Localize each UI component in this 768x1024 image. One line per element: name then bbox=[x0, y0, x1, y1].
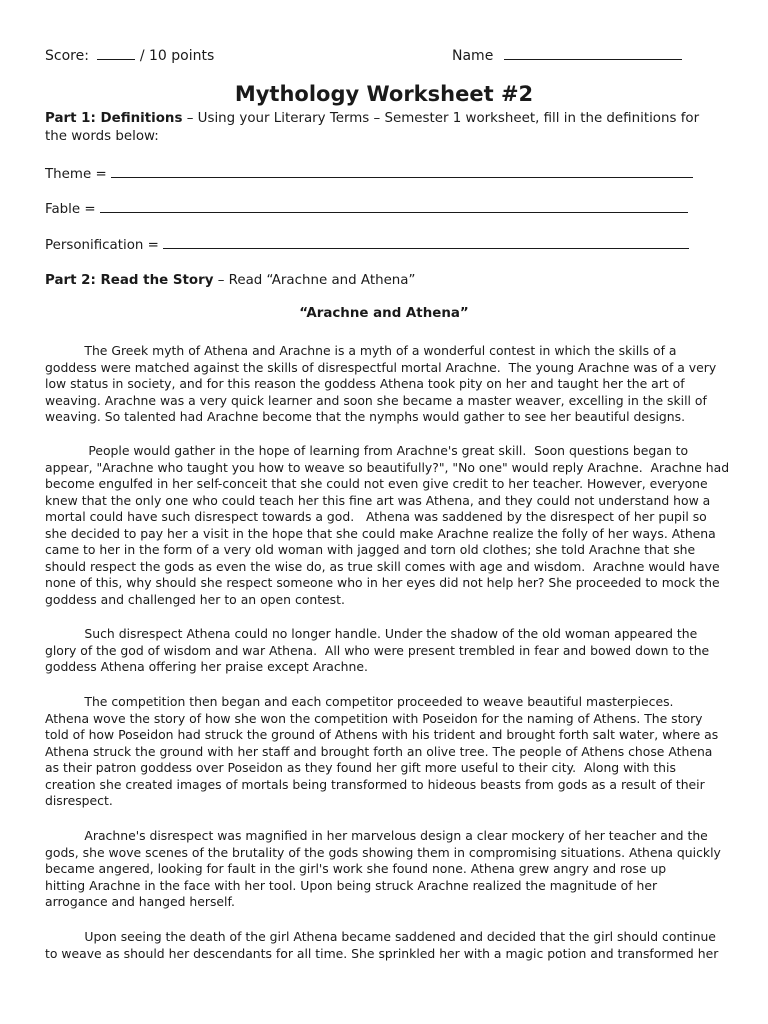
part1-instruction bbox=[45, 110, 699, 128]
paragraph-line: should respect the gods as even the wise do, as true skill comes with age and wisdom. Arachne would have bbox=[45, 558, 720, 574]
score-suffix: / 10 points bbox=[139, 48, 215, 64]
paragraph-line: People would gather in the hope of learning from Arachne's great skill. Soon questions began to bbox=[45, 443, 689, 458]
story-title: “Arachne and Athena” bbox=[299, 306, 469, 321]
story-paragraph-5 bbox=[45, 828, 725, 911]
score-label: Score: bbox=[45, 48, 89, 64]
paragraph-line: Such disrespect Athena could no longer handle. Under the shadow of the old woman appeared the bbox=[45, 626, 698, 641]
theme-answer-line[interactable] bbox=[111, 165, 693, 178]
paragraph-line: came to her in the form of a very old woman with jagged and torn old clothes; she told Arachne that she bbox=[45, 542, 696, 557]
paragraph-line: hitting Arachne in the face with her tool. Upon being struck Arachne realized the magnitude of her bbox=[45, 877, 658, 893]
part2-instruction-text: – Read “Arachne and Athena” bbox=[213, 273, 416, 288]
paragraph-line: weaving. So talented had Arachne become that the nymphs would gather to see her beautiful designs. bbox=[45, 409, 686, 424]
paragraph-line: gods, she wove scenes of the brutality of the gods showing them in compromising situations. Athena quickly bbox=[45, 844, 721, 860]
part1-instruction-line2: the words below: bbox=[45, 129, 159, 144]
part2-label: Part 2 bbox=[45, 273, 91, 288]
paragraph-line: The Greek myth of Athena and Arachne is a myth of a wonderful contest in which the skills of a bbox=[45, 343, 677, 358]
definition-row-theme bbox=[45, 165, 693, 182]
paragraph-line: goddess and challenged her to an open contest. bbox=[45, 591, 345, 607]
definition-term: Personification = bbox=[45, 238, 159, 253]
definition-row-fable bbox=[45, 200, 688, 217]
paragraph-line: Athena struck the ground with her staff and brought forth an olive tree. The people of Athens chose Athena bbox=[45, 743, 713, 759]
part1-heading: : Definitions bbox=[90, 111, 183, 126]
paragraph-line: appear, "Arachne who taught you how to weave so beautifully?", "No one" would reply Arachne. Arachne had bbox=[45, 459, 730, 475]
paragraph-line: arrogance and hanged herself. bbox=[45, 894, 235, 909]
page-title: Mythology Worksheet #2 bbox=[234, 82, 534, 106]
part2-instruction bbox=[45, 272, 415, 290]
paragraph-line: told of how Poseidon had struck the ground of Athens with his trident and brought forth salt water, where as bbox=[45, 727, 719, 742]
name-label: Name bbox=[452, 48, 494, 64]
paragraph-line: glory of the god of wisdom and war Athena. All who were present trembled in fear and bowed down to the bbox=[45, 642, 710, 658]
name-blank[interactable] bbox=[504, 47, 682, 60]
paragraph-line: none of this, why should she respect someone who in her eyes did not help her? She proceeded to mock the bbox=[45, 575, 720, 590]
paragraph-line: she decided to pay her a visit in the hope that she could make Arachne realize the folly of her ways. Athena bbox=[45, 525, 716, 541]
name-field bbox=[452, 47, 682, 64]
paragraph-line: Arachne's disrespect was magnified in her marvelous design a clear mockery of her teacher and the bbox=[45, 828, 708, 843]
definition-row-personification bbox=[45, 236, 689, 253]
paragraph-line: creation she created images of mortals being transformed to hideous beasts from gods as a result of their bbox=[45, 776, 705, 792]
paragraph-line: become engulfed in her self-conceit that she could not even give credit to her teacher. However, everyone bbox=[45, 476, 708, 491]
part1-label: Part 1 bbox=[45, 111, 91, 126]
paragraph-line: to weave as should her descendants for all time. She sprinkled her with a magic potion and transformed her bbox=[45, 945, 719, 961]
definition-term: Fable = bbox=[45, 202, 96, 217]
personification-answer-line[interactable] bbox=[163, 236, 689, 249]
definition-term: Theme = bbox=[45, 167, 107, 182]
paragraph-line: Upon seeing the death of the girl Athena became saddened and decided that the girl should continue bbox=[45, 929, 716, 944]
story-paragraph-2 bbox=[45, 443, 730, 608]
paragraph-line: disrespect. bbox=[45, 793, 113, 808]
paragraph-line: as their patron goddess over Poseidon as they found her gift more useful to their city. Along with this bbox=[45, 760, 676, 775]
paragraph-line: mortal could have such disrespect towards a god. Athena was saddened by the disrespect of her pupil so bbox=[45, 509, 707, 524]
fable-answer-line[interactable] bbox=[100, 200, 688, 213]
paragraph-line: weaving. Arachne was a very quick learner and soon she became a master weaver, excelling in the skill of bbox=[45, 392, 707, 408]
paragraph-line: became angered, looking for fault in the girl's work she found none. Athena grew angry and rose up bbox=[45, 861, 667, 876]
story-paragraph-6 bbox=[45, 929, 725, 962]
paragraph-line: goddess Athena offering her praise except Arachne. bbox=[45, 659, 368, 674]
score-field bbox=[45, 47, 214, 64]
part1-instruction-text: – Using your Literary Terms – Semester 1 worksheet, fill in the definitions for bbox=[182, 111, 700, 126]
paragraph-line: knew that the only one who could teach her this fine art was Athena, and they could not understand how a bbox=[45, 492, 711, 508]
story-paragraph-1 bbox=[45, 343, 725, 426]
paragraph-line: The competition then began and each competitor proceeded to weave beautiful masterpieces. bbox=[45, 694, 674, 709]
paragraph-line: goddess were matched against the skills of disrespectful mortal Arachne. The young Arachne was of a very bbox=[45, 359, 717, 375]
story-paragraph-4 bbox=[45, 694, 725, 810]
part2-heading: : Read the Story bbox=[90, 273, 214, 288]
story-paragraph-3 bbox=[45, 626, 725, 676]
paragraph-line: Athena wove the story of how she won the competition with Poseidon for the naming of Athens. The story bbox=[45, 710, 703, 726]
score-blank[interactable] bbox=[97, 47, 135, 60]
paragraph-line: low status in society, and for this reason the goddess Athena took pity on her and taught her the art of bbox=[45, 376, 685, 391]
